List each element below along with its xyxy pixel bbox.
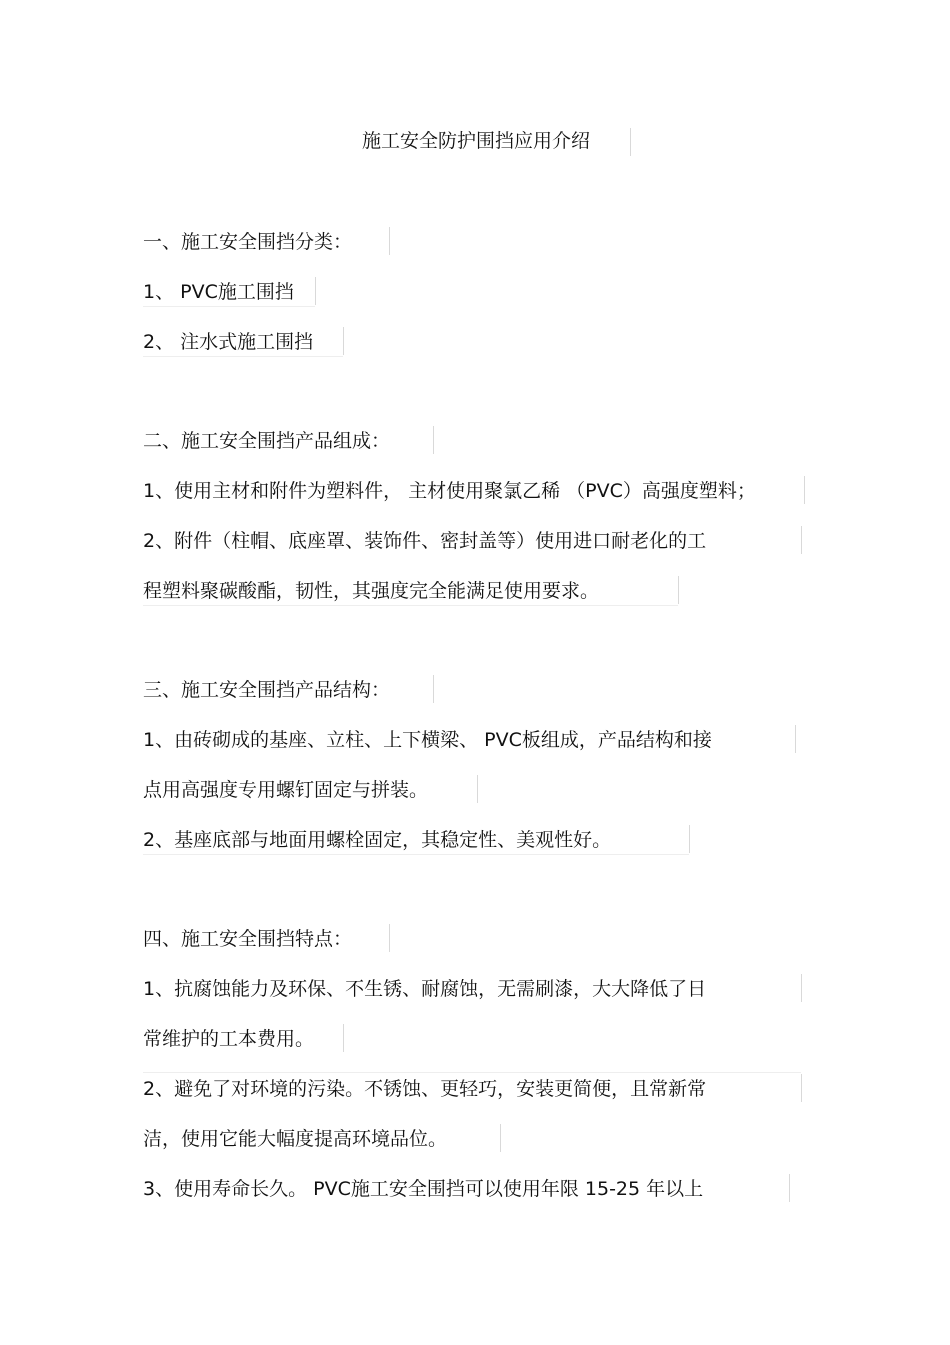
section-4-item-2-line-2: 洁，使用它能大幅度提高环境品位。 [143, 1126, 447, 1152]
section-4-item-2-line-1: 2、避免了对环境的污染。不锈蚀、更轻巧，安装更简便，且常新常 [143, 1076, 706, 1102]
section-3-item-1-line-2: 点用高强度专用螺钉固定与拼装。 [143, 777, 428, 803]
section-1-heading: 一、施工安全围挡分类： [143, 229, 352, 255]
section-3-item-1-line-1: 1、由砖砌成的基座、立柱、上下横梁、 PVC板组成，产品结构和接 [143, 727, 712, 753]
section-2-item-2-line-1: 2、附件（柱帽、底座罩、装饰件、密封盖等）使用进口耐老化的工 [143, 528, 706, 554]
section-1-item-2: 2、 注水式施工围挡 [143, 329, 313, 355]
section-4-item-1-line-2: 常维护的工本费用。 [143, 1026, 314, 1052]
document-title: 施工安全防护围挡应用介绍 [362, 128, 590, 154]
section-3-heading: 三、施工安全围挡产品结构： [143, 677, 390, 703]
section-2-heading: 二、施工安全围挡产品组成： [143, 428, 390, 454]
section-2-item-2-line-2: 程塑料聚碳酸酯，韧性，其强度完全能满足使用要求。 [143, 578, 599, 604]
section-3-item-2: 2、基座底部与地面用螺栓固定，其稳定性、美观性好。 [143, 827, 611, 853]
section-4-item-1-line-1: 1、抗腐蚀能力及环保、不生锈、耐腐蚀，无需刷漆，大大降低了日 [143, 976, 706, 1002]
section-2-item-1: 1、使用主材和附件为塑料件， 主材使用聚氯乙稀 （PVC）高强度塑料； [143, 478, 756, 504]
section-4-heading: 四、施工安全围挡特点： [143, 926, 352, 952]
section-1-item-1: 1、 PVC施工围挡 [143, 279, 294, 305]
section-4-item-3: 3、使用寿命长久。 PVC施工安全围挡可以使用年限 15-25 年以上 [143, 1176, 703, 1202]
